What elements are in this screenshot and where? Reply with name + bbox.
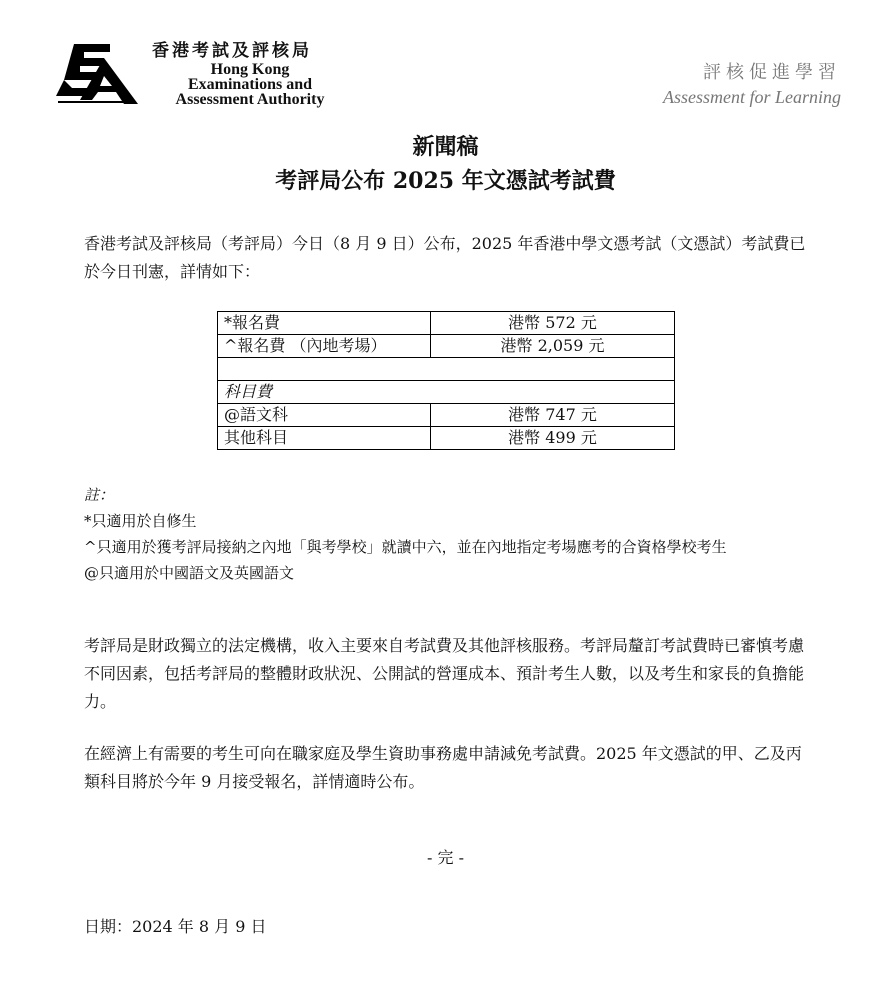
notes [84, 482, 814, 586]
intro-paragraph: 香港考試及評核局（考評局）今日（8 月 9 日）公布，2025 年香港中學文憑考試（文憑試）考試費已於今日刊憲，詳情如下： [84, 234, 806, 281]
table-row [218, 335, 675, 358]
empty-cell [218, 358, 675, 381]
table-row [218, 427, 675, 450]
note-item: ^只適用於獲考評局接納之內地「與考學校」就讀中六，並在內地指定考場應考的合資格學校考生 [84, 538, 727, 556]
org-name-zh: 香港考試及評核局 [152, 41, 312, 61]
table-section-row [218, 381, 675, 404]
table-spacer-row [218, 358, 675, 381]
fee-item: *報名費 [218, 312, 431, 335]
notes-title: 註： [84, 486, 115, 504]
note-item: *只適用於自修生 [84, 512, 197, 530]
fee-item: @語文科 [218, 404, 431, 427]
press-release-title [0, 130, 891, 198]
fee-amount: 港幣 2,059 元 [431, 335, 675, 358]
fee-amount: 港幣 499 元 [431, 427, 675, 450]
fee-amount: 港幣 572 元 [431, 312, 675, 335]
end-mark: - 完 - [427, 848, 464, 867]
org-name-en-line-3: Assessment Authority [175, 91, 325, 108]
title-sub: 考評局公布 2025 年文憑試考試費 [275, 168, 616, 194]
slogan [663, 60, 841, 108]
slogan-en: Assessment for Learning [662, 87, 841, 107]
body-paragraph: 考評局是財政獨立的法定機構，收入主要來自考試費及其他評核服務。考評局釐訂考試費時已審慎考慮不同因素，包括考評局的整體財政狀況、公開試的營運成本、預計考生人數，以及考生和家長的負擔能力。 [84, 636, 805, 711]
letterhead [0, 0, 891, 120]
table-row [218, 312, 675, 335]
org-name-en-line-1: Hong Kong [210, 61, 290, 78]
note-item: @只適用於中國語文及英國語文 [84, 564, 295, 582]
title-main: 新聞稿 [412, 134, 479, 160]
release-date: 日期：2024 年 8 月 9 日 [84, 917, 267, 936]
table-row [218, 404, 675, 427]
fee-amount: 港幣 747 元 [431, 404, 675, 427]
organization-name [150, 40, 350, 107]
hkeaa-logo-icon [54, 40, 144, 108]
subject-fee-section-label: 科目費 [218, 381, 675, 404]
org-name-en-line-2: Examinations and [187, 76, 313, 93]
fee-item: 其他科目 [218, 427, 431, 450]
fee-table [217, 311, 675, 450]
body-paragraph: 在經濟上有需要的考生可向在職家庭及學生資助事務處申請減免考試費。2025 年文憑試的甲、乙及丙類科目將於今年 9 月接受報名，詳情適時公布。 [84, 744, 802, 791]
slogan-zh: 評核促進學習 [703, 62, 841, 83]
fee-item: ^報名費 （內地考場） [218, 335, 431, 358]
